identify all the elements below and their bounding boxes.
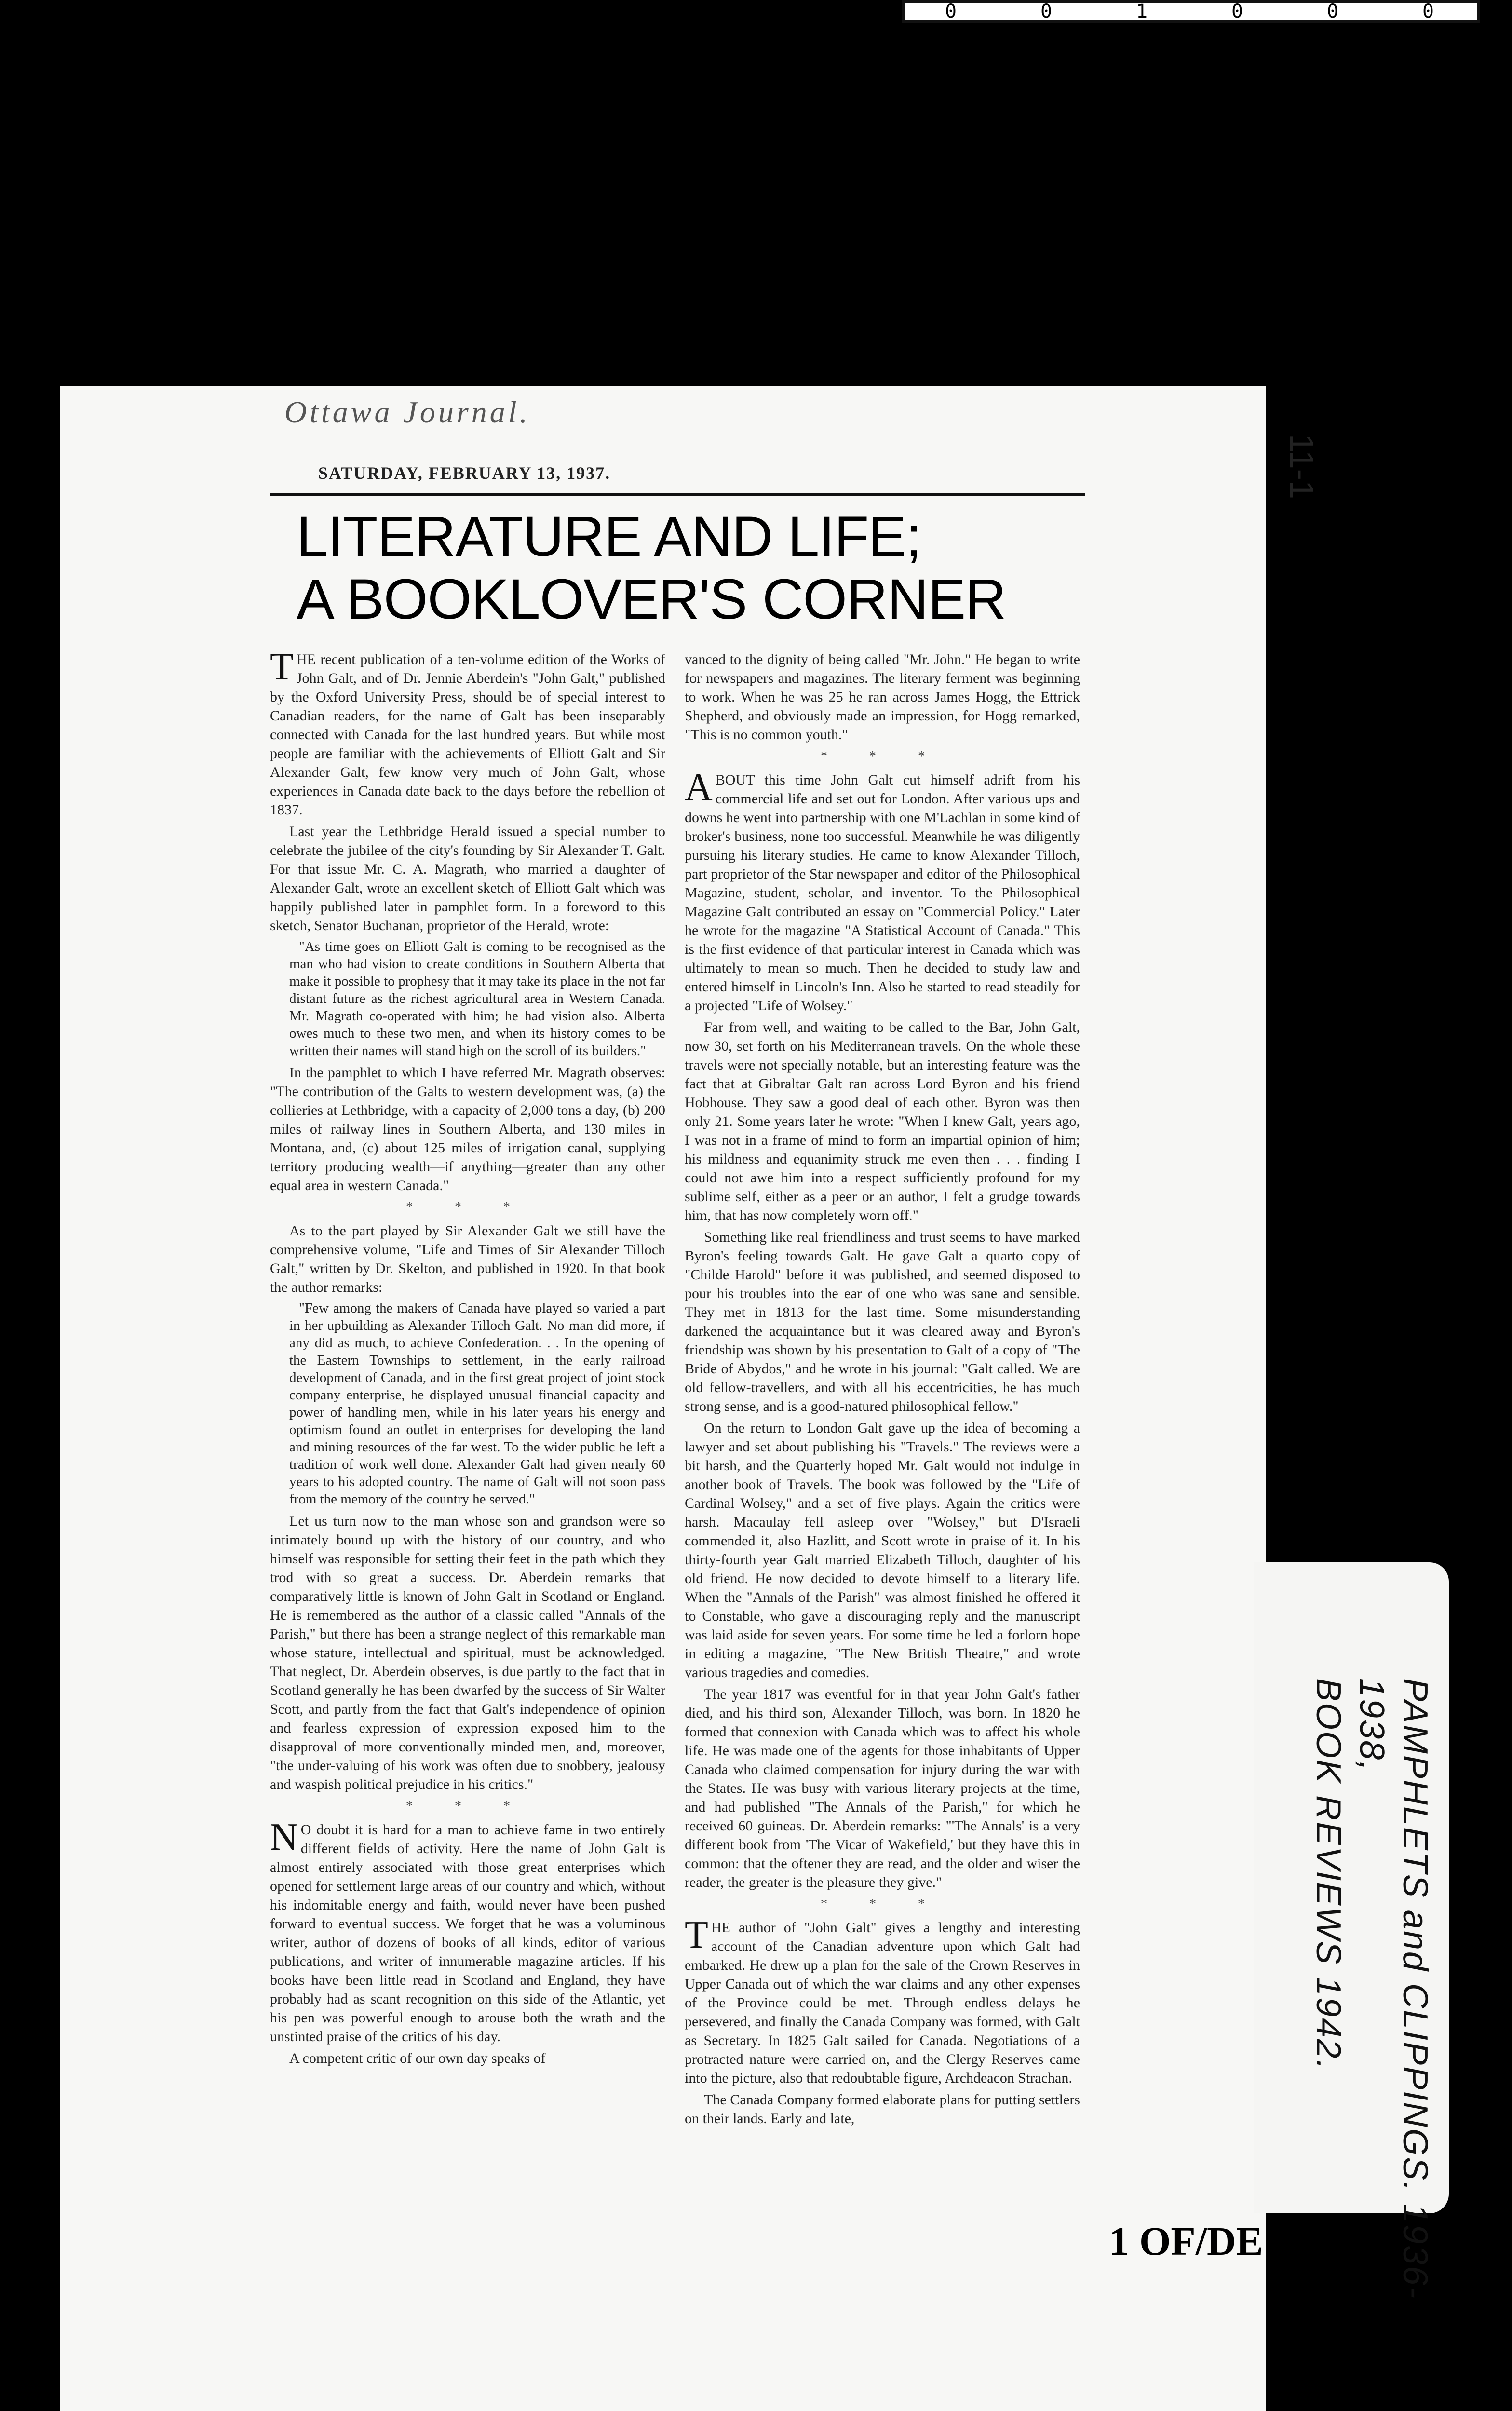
frame-code: 1 OF/DE bbox=[1109, 2219, 1263, 2264]
paragraph-text: BOUT this time John Galt cut himself adrift from his commercial life and set out for London. After various ups and downs he went into partnership with one M'Lachlan in some kind of broker's business, none too successful. Meanwhile he was diligently pursuing his literary studies. He came to know Alexander Tilloch, part proprietor of the Star newspaper and editor of the Philosophical Magazine, student, scholar, and inventor. To the Philosophical Magazine Galt contributed an essay on "Commercial Policy." Later he wrote for the magazine "A Statistical Account of Canada." This is the first evidence of that particular interest in Canada which was ultimately to mean so much. Then he decided to study law and entered himself in Lincoln's Inn. Also he started to read steadily for a projected "Life of Wolsey." bbox=[685, 772, 1080, 1014]
article-body bbox=[270, 650, 1085, 2411]
article-paragraph: In the pamphlet to which I have referred Mr. Magrath observes: "The contribution of the Galts to western development was, (a) the collieries at Lethbridge, with a capacity of 2,000 tons a day, (b) 200 miles of railway lines in Southern Alberta, and 130 miles in Montana, and, (c) about 125 miles of irrigation canal, supplying territory producing wealth—if anything—greater than any other equal area in western Canada." bbox=[270, 1065, 665, 1193]
label-cell: 0 bbox=[1231, 0, 1246, 23]
article-paragraph: On the return to London Galt gave up the idea of becoming a lawyer and set about publishing his "Travels." The reviews were a bit harsh, and the Quarterly hoped Mr. Galt would not indulge in another book of Travels. The book was followed by the "Life of Cardinal Wolsey," and a set of five plays. Again the critics were harsh. Macaulay fell asleep over "Wolsey," but D'Israeli commended it, also Hazlitt, and Scott wrote in praise of it. In his thirty-fourth year Galt married Elizabeth Tilloch, daughter of his old friend. He now decided to devote himself to a literary life. When the "Annals of the Parish" was almost finished he offered it to Constable, who gave a discouraging reply and the manuscript was laid aside for seven years. For some time he led a forlorn hope in editing a magazine, "The New British Theatre," and wrote various tragedies and comedies. bbox=[685, 1420, 1080, 1680]
article-paragraph: The year 1817 was eventful for in that year John Galt's father died, and his third son, Alexander Tilloch, was born. In 1820 he formed that connexion with Canada which was to affect his whole life. He was made one of the agents for those inhabitants of Upper Canada who claimed compensation for injury during the war with the States. He was busy with various literary projects at the time, and had published "The Annals of the Parish," for which he received 60 guineas. Dr. Aberdein remarks: "'The Annals' is a very different book from 'The Vicar of Wakefield,' but they have this in common: that the oftener they are read, and the older and wiser the reader, the greater is the pleasure they give." bbox=[685, 1686, 1080, 1890]
section-separator: * * * bbox=[821, 749, 944, 764]
block-quote: "Few among the makers of Canada have played so varied a part in her upbuilding as Alexander Tilloch Galt. No man did more, if any did as much, to achieve Confederation. . . In the opening of the Eastern Townships to settlement, in the early railroad development of Canada, and in the first great project of joint stock company enterprise, he displayed unusual financial capacity and power of handling men, while in his later years his energy and optimism found an outlet in enterprises for developing the land and mining resources of the far west. To the wider public he left a tradition of work well done. Alexander Galt had given nearly 60 years to his adopted country. The name of Galt will not soon pass from the memory of the country he served." bbox=[289, 1300, 665, 1507]
article-paragraph: The Canada Company formed elaborate plans for putting settlers on their lands. Early and late, bbox=[685, 2092, 1080, 2127]
label-cell: 0 bbox=[1326, 0, 1342, 23]
newspaper-clipping bbox=[270, 463, 1080, 2411]
paragraph-text: O doubt it is hard for a man to achieve fame in two entirely different fields of activity. Here the name of John Galt is almost entirely associated with those great enterprises which opened for settlement large areas of our country and which, without his indomitable energy and faith, would never have been pushed forward to eventual success. We forget that he was a voluminous writer, author of dozens of books of all kinds, editor of various publications, and writer of innumerable magazine articles. If his books have been little read in Scotland and England, they have probably had as scant recognition on this side of the Atlantic, yet his pen was powerful enough to arouse both the wrath and the unstinted praise of the critics of his day. bbox=[270, 1822, 665, 2045]
article-paragraph: vanced to the dignity of being called "Mr. John." He began to write for newspapers and magazines. The literary ferment was beginning to work. When he was 25 he ran across James Hogg, the Ettrick Shepherd, and obviously made an impression, for Hogg remarked, "This is no common youth." bbox=[685, 651, 1080, 743]
block-quote: "As time goes on Elliott Galt is coming to be recognised as the man who had vision to create conditions in Southern Alberta that make it possible to prophesy that it may take its place in the not far distant future as the richest agricultural area in Western Canada. Mr. Magrath co-operated with him; he had vision also. Alberta owes much to these two men, and when its history comes to be written their names will stand high on the scroll of its builders." bbox=[289, 939, 665, 1058]
drop-cap: T bbox=[685, 1914, 708, 1956]
label-cell: 1 bbox=[1135, 0, 1151, 23]
article-paragraph: Far from well, and waiting to be called to the Bar, John Galt, now 30, set forth on his Mediterranean travels. On the whole these travels were not specially notable, but an interesting feature was the fact that at Gibraltar Galt ran across Lord Byron and his friend Hobhouse. They saw a good deal of each other. Byron was then only 21. Some years later he wrote: "When I knew Galt, years ago, I was not in a frame of mind to form an impartial opinion of him; his mildness and equanimity struck me even then . . . finding I could not awe him into a respect sufficiently profound for my sublime self, either as a peer or an author, I felt a grudge towards him, that has now completely worn off." bbox=[685, 1019, 1080, 1223]
index-tab-line: BOOK REVIEWS 1942. bbox=[1309, 1678, 1348, 2071]
headline-line: A BOOKLOVER'S CORNER bbox=[297, 568, 1006, 631]
label-cell: 0 bbox=[1040, 0, 1055, 23]
file-mark: 11-1 bbox=[1283, 434, 1321, 499]
drop-cap: T bbox=[270, 650, 294, 688]
headline bbox=[297, 505, 1068, 631]
headline-line: LITERATURE AND LIFE; bbox=[297, 505, 921, 569]
section-separator: * * * bbox=[406, 1799, 529, 1814]
handwritten-source: Ottawa Journal. bbox=[284, 395, 530, 429]
drop-cap: A bbox=[685, 766, 713, 809]
article-paragraph bbox=[685, 766, 1080, 1015]
article-paragraph: A competent critic of our own day speaks of bbox=[289, 2050, 546, 2066]
article-paragraph: Last year the Lethbridge Herald issued a special number to celebrate the jubilee of the city's founding by Sir Alexander T. Galt. For that issue Mr. C. A. Magrath, who married a daughter of Alexander Galt, wrote an excellent sketch of Elliott Galt which was happily published later in pamphlet form. In a foreword to this sketch, Senator Buchanan, proprietor of the Herald, wrote: bbox=[270, 824, 665, 934]
column-left bbox=[270, 650, 665, 2411]
section-separator: * * * bbox=[406, 1200, 529, 1215]
dateline-rule bbox=[270, 493, 1085, 496]
article-paragraph bbox=[685, 1914, 1080, 2087]
label-cell: 0 bbox=[945, 0, 960, 23]
article-paragraph: Something like real friendliness and trust seems to have marked Byron's feeling towards Galt. He gave Galt a quarto copy of "Childe Harold" before it was published, and seemed disposed to pour his troubles into the ear of one who was sane and sensible. They met in 1813 for the last time. Some misunderstanding darkened the acquaintance but it was cleared away and Byron's friendship was shown by his presentation to Galt of a copy of "The Bride of Abydos," and he wrote in his journal: "Galt called. We are old fellow-travellers, and with all his eccentricities, he has much strong sense, and is a good-natured philosophical fellow." bbox=[685, 1229, 1080, 1414]
paragraph-text: HE author of "John Galt" gives a lengthy and interesting account of the Canadian adventure upon which Galt had embarked. He drew up a plan for the sale of the Crown Reserves in Upper Canada out of which the war claims and any other expenses of the Province could be met. Through endless delays he persevered, and finally the Canada Company was formed, with Galt as Secretary. In 1825 Galt sailed for Canada. Negotiations of a protracted nature were carried on, and the Clergy Reserves came into the picture, also that redoubtable figure, Archdeacon Strachan. bbox=[685, 1920, 1080, 2086]
paragraph-text: HE recent publication of a ten-volume edition of the Works of John Galt, and of Dr. Jennie Aberdein's "John Galt," published by the Oxford University Press, should be of special interest to Canadian readers, for the name of Galt has been inseparably connected with Canada for the last hundred years. But while most people are familiar with the achievements of Elliott Galt and Sir Alexander Galt, few know very much of John Galt, whose experiences in Canada date back to the days before the rebellion of 1837. bbox=[270, 651, 665, 818]
section-separator: * * * bbox=[821, 1896, 944, 1911]
article-paragraph bbox=[270, 1816, 665, 2046]
article-paragraph: Let us turn now to the man whose son and grandson were so intimately bound up with the history of our country, and who himself was responsible for setting their feet in the path which they trod with so great a success. Dr. Aberdein remarks that comparatively little is known of John Galt in Scotland or England. He is remembered as the author of a classic called "Annals of the Parish," but there has been a strange neglect of this remarkable man whose stature, intellectual and spiritual, must be acknowledged. That neglect, Dr. Aberdein observes, is due partly to the fact that in Scotland generally he has been dwarfed by the success of Sir Walter Scott, and partly from the fact that Galt's independence of opinion and fearless expression of expression exposed him to the disapproval of more conventionally minded men, and, moreover, "the under-valuing of his work was often due to snobbery, jealousy and waspish political prejudice in his critics." bbox=[270, 1513, 665, 1792]
article-paragraph bbox=[270, 650, 665, 819]
label-cell: 0 bbox=[1422, 0, 1437, 23]
article-paragraph: As to the part played by Sir Alexander Galt we still have the comprehensive volume, "Life and Times of Sir Alexander Tilloch Galt," written by Dr. Skelton, and published in 1920. In that book the author remarks: bbox=[270, 1223, 665, 1295]
column-right bbox=[685, 650, 1080, 2411]
index-tab-label bbox=[1309, 1678, 1437, 2305]
index-tab-line: PAMPHLETS and CLIPPINGS. 1936-1938, bbox=[1352, 1678, 1434, 2300]
drop-cap: N bbox=[270, 1816, 298, 1858]
microfilm-label bbox=[902, 0, 1480, 23]
dateline: SATURDAY, FEBRUARY 13, 1937. bbox=[318, 463, 611, 483]
